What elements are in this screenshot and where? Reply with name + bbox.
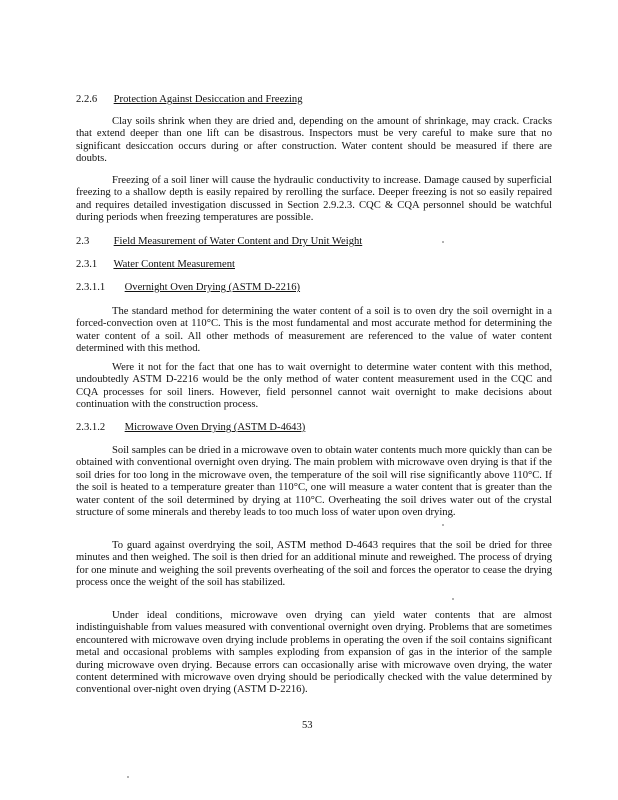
paragraph-overnight-wait: Were it not for the fact that one has to wait overnight to determine water content with this method, undoubtedly ASTM D-2216 would be the only method of water content measurement used in the CQC and CQA processes for soil liners. However, field personnel cannot wait overnight to make decisions about continuation with the construction process.	[76, 362, 552, 411]
heading-2-3-1-1	[76, 281, 556, 294]
section-number: 2.3.1.1	[76, 282, 106, 293]
section-number: 2.2.6	[76, 94, 98, 105]
paragraph-microwave-guard: To guard against overdrying the soil, ASTM method D-4643 requires that the soil be dried for three minutes and then weighed. The soil is then dried for an additional minute and reweighed. The process of drying for one minute and weighing the soil prevents overheating of the soil and forces the operator to cease the drying process once the weight of the soil has stabilized.	[76, 540, 552, 589]
heading-2-3-1	[76, 258, 556, 271]
paragraph-microwave-ideal: Under ideal conditions, microwave oven drying can yield water contents that are almost indistinguishable from values measured with conventional overnight oven drying. Problems that are sometimes encountered with microwave oven drying include problems in operating the oven if the soil contains significant metal and occasional problems with samples exploding from expansion of gas in the interior of the sample during microwave oven drying. Because errors can occasionally arise with microwave oven drying, the water content determined with microwave oven drying should be periodically checked with the value determined by conventional over-night oven drying (ASTM D-2216).	[76, 610, 552, 696]
paragraph-desiccation: Clay soils shrink when they are dried and, depending on the amount of shrinkage, may crack. Cracks that extend deeper than one lift can be disastrous. Inspectors must be very careful to make sure that no significant desiccation occurs during or after construction. Water content should be measured if there are doubts.	[76, 116, 552, 165]
section-number: 2.3.1.2	[76, 422, 106, 433]
heading-2-3	[76, 235, 556, 248]
section-title: Water Content Measurement	[113, 259, 235, 270]
paragraph-freezing: Freezing of a soil liner will cause the hydraulic conductivity to increase. Damage caused by superficial freezing to a shallow depth is easily repaired by rerolling the surface. Deeper freezing is not so easily repaired and requires detailed investigation discussed in Section 2.9.2.3. CQC & CQA personnel should be watchful during periods when freezing temperatures are possible.	[76, 175, 552, 224]
paragraph-microwave-intro: Soil samples can be dried in a microwave oven to obtain water contents much more quickly than can be obtained with conventional overnight oven drying. The main problem with microwave oven drying is that if the soil dries for too long in the microwave oven, the temperature of the soil will rise significantly above 110°C. If the soil is heated to a temperature greater than 110°C, one will measure a water content that is greater than the water content of the soil determined by drying at 110°C. Overheating the soil drives water out of the crystal structure of some minerals and thereby leads to too much loss of water upon oven drying.	[76, 445, 552, 519]
section-number: 2.3.1	[76, 259, 98, 270]
section-number: 2.3	[76, 236, 90, 247]
section-title: Field Measurement of Water Content and Dry Unit Weight	[113, 236, 363, 247]
page-number: 53	[302, 720, 313, 731]
section-title: Protection Against Desiccation and Freezing	[113, 94, 303, 105]
heading-2-3-1-2	[76, 421, 556, 434]
section-title: Overnight Oven Drying (ASTM D-2216)	[124, 282, 301, 293]
paragraph-overnight-method: The standard method for determining the water content of a soil is to oven dry the soil overnight in a forced-convection oven at 110°C. This is the most fundamental and most accurate method for determining the water content of a soil. All other methods of measurement are referenced to the value of water content determined with this method.	[76, 306, 552, 355]
scan-speck	[442, 524, 444, 526]
scan-speck	[127, 776, 129, 778]
scan-speck	[442, 241, 444, 243]
heading-2-2-6	[76, 93, 556, 106]
section-title: Microwave Oven Drying (ASTM D-4643)	[124, 422, 306, 433]
scan-speck	[452, 598, 454, 600]
